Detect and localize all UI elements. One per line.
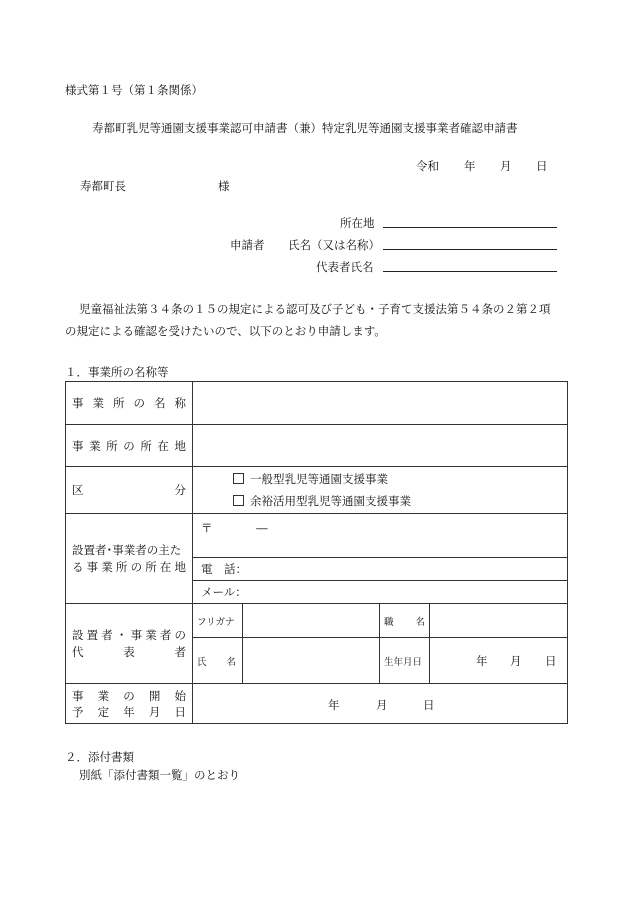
start-label-2-char-4: 月 — [148, 704, 161, 719]
start-label-1-char-2: 業 — [97, 688, 110, 703]
start-day: 日 — [423, 698, 435, 712]
main-office-phone-field[interactable] — [193, 558, 568, 581]
job-title-label-text — [384, 614, 425, 628]
category-label-char-1: 区 — [72, 483, 84, 497]
start-label-2-char-2: 定 — [97, 704, 110, 719]
applicant-address-label: 所在地 — [340, 216, 375, 230]
form-title: 寿都町乳児等通園支援事業認可申請書（兼）特定乳児等通園支援事業者確認申請書 — [92, 121, 518, 135]
start-label-1-char-4: 開 — [148, 688, 161, 703]
postal-dash: ― — [256, 521, 268, 535]
representative-label-1: 設 置 者 ・ 事 業 者 の — [72, 627, 186, 642]
applicant-address-line[interactable] — [383, 227, 557, 228]
section1-heading: １．事業所の名称等 — [65, 365, 169, 379]
date-era: 令和 — [416, 159, 439, 173]
job-title-char-1: 職 — [384, 616, 394, 628]
date-month: 月 — [500, 159, 512, 173]
form-label: 様式第１号（第１条関係） — [65, 83, 203, 97]
start-label-2-char-5: 日 — [174, 704, 186, 719]
rep-name-field[interactable] — [243, 638, 380, 684]
start-label-2-char-1: 予 — [72, 704, 84, 719]
main-office-address-field[interactable] — [193, 514, 568, 558]
birth-date-label — [380, 638, 430, 684]
start-month: 月 — [376, 698, 388, 712]
representative-label-2 — [72, 644, 186, 661]
checkbox-icon[interactable] — [233, 473, 244, 484]
office-name-label-text: 事 業 所 の 名 称 — [72, 396, 186, 410]
start-date-label-1 — [72, 688, 186, 704]
body-line-1: 児童福祉法第３４条の１５の規定による認可及び子ども・子育て支援法第５４条の２第２項 — [79, 302, 551, 316]
office-name-field[interactable] — [193, 382, 568, 425]
applicant-role: 申請者 — [230, 238, 265, 252]
office-name-label — [66, 382, 193, 425]
checkbox-icon[interactable] — [233, 495, 244, 506]
category-option-surplus[interactable] — [193, 490, 567, 512]
start-label-1-char-1: 事 — [72, 688, 84, 703]
start-year: 年 — [328, 698, 340, 712]
category-options — [193, 467, 568, 514]
start-label-1-char-3: の — [123, 688, 135, 703]
applicant-name-label: 氏名（又は名称） — [288, 238, 380, 252]
postal-mark: 〒 — [201, 521, 213, 535]
office-address-label-text: 事 業 所 の 所 在 地 — [72, 438, 186, 453]
category-label-char-2: 分 — [174, 483, 186, 497]
phone-label: 電 話： — [201, 562, 247, 576]
email-label: メール： — [201, 585, 247, 599]
rep-name-char-1: 氏 — [197, 656, 207, 668]
applicant-name-line[interactable] — [383, 249, 557, 250]
furigana-label — [193, 604, 243, 638]
start-date-label-2 — [72, 704, 186, 720]
date-day: 日 — [536, 159, 548, 173]
rep-label-char-3: 者 — [174, 644, 186, 659]
office-address-field[interactable] — [193, 425, 568, 467]
job-title-char-2: 名 — [415, 616, 425, 628]
rep-name-char-2: 名 — [226, 656, 236, 668]
rep-name-label — [193, 638, 243, 684]
section2-heading: ２．添付書類 — [65, 750, 134, 764]
representative-label — [66, 604, 193, 684]
category-option-general-label: 一般型乳児等通園支援事業 — [250, 472, 388, 486]
birth-year: 年 — [476, 654, 488, 668]
date-year: 年 — [464, 159, 476, 173]
furigana-label-text: フリガナ — [197, 616, 235, 628]
rep-label-char-1: 代 — [72, 644, 84, 659]
start-date-field[interactable] — [193, 684, 568, 724]
birth-date-label-text: 生年月日 — [384, 656, 423, 668]
addressee-honorific: 様 — [218, 179, 230, 193]
start-label-2-char-3: 年 — [123, 704, 135, 719]
birth-month: 月 — [510, 654, 522, 668]
applicant-rep-label: 代表者氏名 — [316, 260, 374, 274]
birth-date-field[interactable] — [430, 638, 568, 684]
addressee-name: 寿都町長 — [80, 179, 126, 193]
job-title-field[interactable] — [430, 604, 568, 638]
birth-day: 日 — [545, 654, 557, 668]
office-address-label — [66, 425, 193, 467]
main-office-email-field[interactable] — [193, 581, 568, 604]
body-line-2: の規定による確認を受けたいので、以下のとおり申請します。 — [65, 324, 386, 338]
start-label-1-char-5: 始 — [174, 688, 186, 703]
rep-label-char-2: 表 — [123, 644, 135, 659]
category-label — [66, 467, 193, 514]
main-office-label-2: る 事 業 所 の 所 在 地 — [72, 559, 186, 574]
start-date-label — [66, 684, 193, 724]
main-office-label — [66, 514, 193, 604]
furigana-field[interactable] — [243, 604, 380, 638]
office-info-table — [65, 381, 568, 724]
category-option-surplus-label: 余裕活用型乳児等通園支援事業 — [250, 494, 411, 508]
job-title-label — [380, 604, 430, 638]
category-label-text — [72, 482, 186, 498]
rep-name-label-text — [197, 654, 236, 668]
main-office-label-1: 設置者･事業者の主た — [72, 542, 182, 557]
category-option-general[interactable] — [193, 468, 567, 490]
section2-text: 別紙「添付書類一覧」のとおり — [79, 768, 240, 782]
applicant-rep-line[interactable] — [383, 271, 557, 272]
